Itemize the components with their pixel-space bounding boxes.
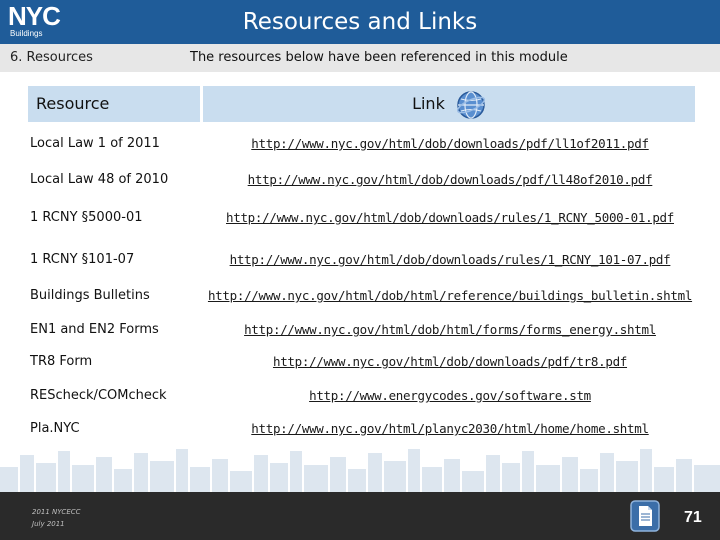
header-bar [0,0,720,44]
link-column-header [203,86,695,122]
document-icon[interactable] [630,500,660,532]
resource-name: EN1 and EN2 Forms [30,322,159,337]
table-row [0,346,720,378]
resource-link[interactable]: http://www.nyc.gov/html/planyc2030/html/home/home.shtml [251,421,649,436]
resource-link[interactable]: http://www.nyc.gov/html/dob/downloads/pdf/ll48of2010.pdf [247,172,653,187]
footer-date: July 2011 [32,520,65,528]
link-header-label: Link [412,94,445,113]
resource-header-label: Resource [36,94,110,113]
globe-icon [456,90,486,120]
resource-link[interactable]: http://www.nyc.gov/html/dob/downloads/rules/1_RCNY_101-07.pdf [229,252,671,267]
table-row [0,244,720,276]
city-skyline-graphic [0,445,720,495]
section-label: 6. Resources [10,50,93,65]
footer-code-edition: 2011 NYCECC [32,508,81,516]
resource-name: 1 RCNY §101-07 [30,252,135,267]
table-row [0,202,720,234]
logo-text: NYC [8,1,60,31]
table-row [0,413,720,445]
resource-link[interactable]: http://www.energycodes.gov/software.stm [309,388,591,403]
table-row [0,128,720,160]
page-subtitle: The resources below have been referenced in this module [190,50,568,65]
resource-link[interactable]: http://www.nyc.gov/html/dob/downloads/pdf/ll1of2011.pdf [251,136,649,151]
table-row [0,380,720,412]
resource-name: Pla.NYC [30,421,80,436]
table-row [0,164,720,196]
resource-name: Local Law 1 of 2011 [30,136,160,151]
resource-name: Local Law 48 of 2010 [30,172,169,187]
resource-link[interactable]: http://www.nyc.gov/html/dob/downloads/pdf/tr8.pdf [272,354,628,369]
logo-subtext: Buildings [10,29,43,38]
resource-link[interactable]: http://www.nyc.gov/html/dob/html/forms/forms_energy.shtml [244,322,656,337]
table-row [0,314,720,346]
resource-name: 1 RCNY §5000-01 [30,210,143,225]
page-number: 71 [684,509,702,526]
resource-link[interactable]: http://www.nyc.gov/html/dob/downloads/rules/1_RCNY_5000-01.pdf [226,210,674,225]
resource-name: TR8 Form [30,354,93,369]
page-title: Resources and Links [242,9,478,35]
resource-name: REScheck/COMcheck [30,388,167,403]
footer-bar [0,492,720,540]
resource-column-header [28,86,200,122]
table-row [0,280,720,312]
resource-link[interactable]: http://www.nyc.gov/html/dob/html/reference/buildings_bulletin.shtml [207,288,693,303]
resource-name: Buildings Bulletins [30,288,150,303]
